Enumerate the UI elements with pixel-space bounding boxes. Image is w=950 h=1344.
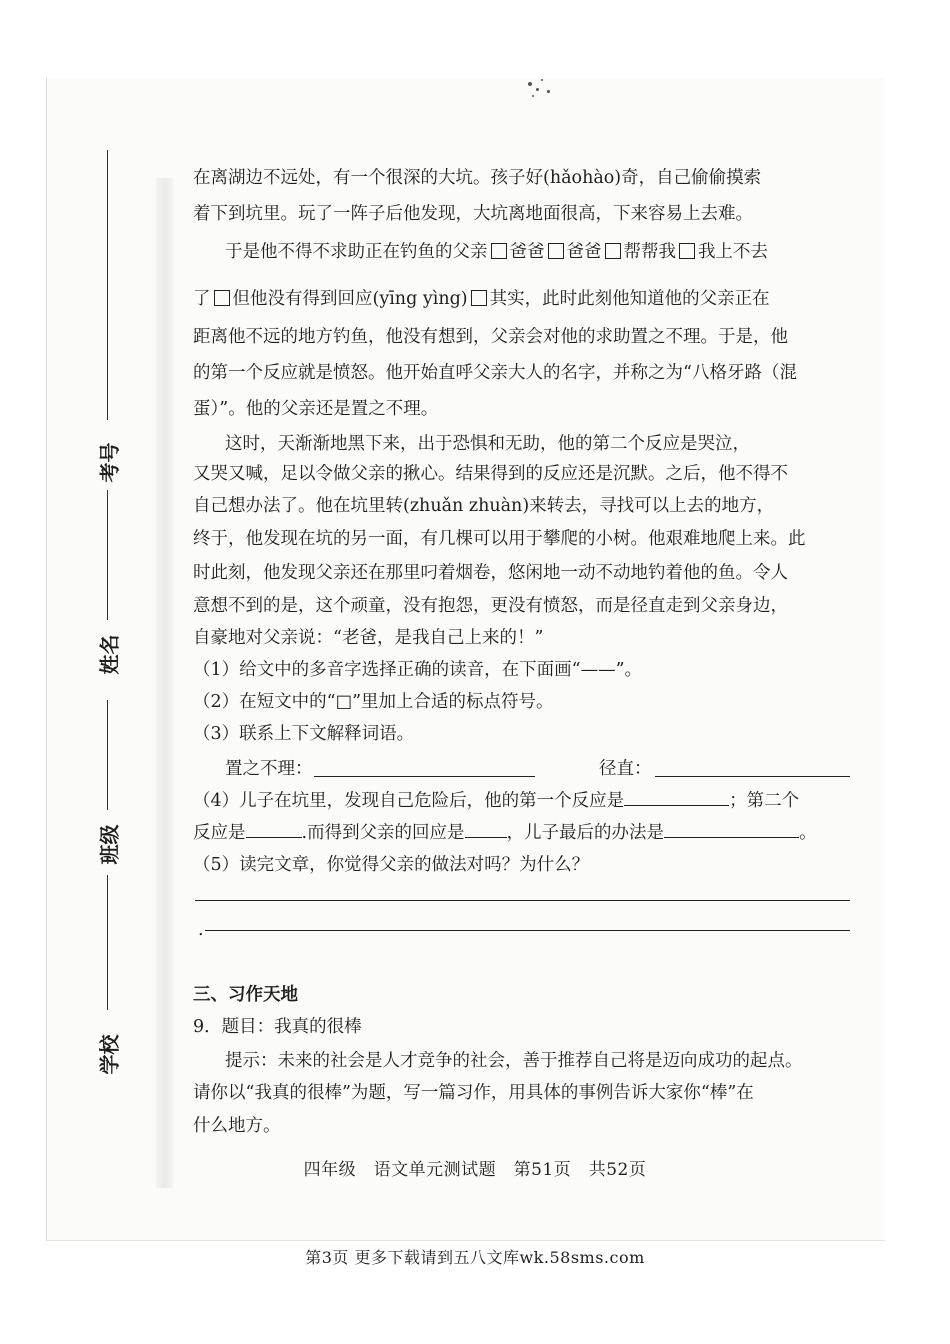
question-text: ，儿子最后的办法是 (506, 823, 665, 843)
question-3-term-2: 径直： (599, 759, 652, 779)
passage-text: 爸爸 (509, 242, 545, 262)
passage-line: 距离他不远的地方钓鱼，他没有想到，父亲会对他的求助置之不理。于是，他 (193, 327, 788, 347)
fill-line (107, 875, 108, 950)
passage-line: 时此刻，他发现父亲还在那里叼着烟卷，悠闲地一动不动地钓着他的鱼。令人 (193, 563, 788, 583)
answer-blank[interactable] (664, 823, 799, 838)
passage-line: 终于，他发现在坑的另一面，有几棵可以用于攀爬的小树。他艰难地爬上来。此 (193, 529, 806, 549)
side-field-class (88, 700, 128, 950)
composition-topic: 9．题目：我真的很棒 (193, 1017, 362, 1037)
answer-line[interactable] (314, 776, 535, 777)
passage-text: 爸爸 (566, 242, 602, 262)
name-label: 姓名 (97, 634, 122, 675)
scan-speck (547, 90, 550, 93)
question-2: （2）在短文中的“□”里加上合适的标点符号。 (193, 692, 554, 712)
answer-line[interactable] (205, 930, 850, 931)
passage-line: 在离湖边不远处，有一个很深的大坑。孩子好(hǎohào)奇，自己偷偷摸索 (193, 168, 762, 188)
question-text: 。 (799, 823, 817, 843)
answer-line[interactable] (195, 900, 850, 901)
question-3-term-1: 置之不理： (225, 759, 313, 779)
class-label: 班级 (97, 824, 122, 865)
page-footer: 四年级 语文单元测试题 第51页 共52页 (303, 1160, 647, 1180)
section-title: 三、习作天地 (193, 985, 298, 1005)
question-4 (193, 789, 799, 813)
passage-line (193, 287, 770, 311)
passage-text: 其实，此时此刻他知道他的父亲正在 (489, 289, 770, 309)
question-text: .而得到父亲的回应是 (301, 823, 465, 843)
passage-text: 但他没有得到回应(yīng yìng) (232, 289, 468, 309)
punctuation-box[interactable] (214, 290, 230, 306)
side-field-school (88, 950, 128, 1080)
question-text: 反应是 (193, 823, 246, 843)
fill-line (107, 490, 108, 620)
question-4-cont (193, 821, 817, 845)
passage-text: 于是他不得不求助正在钓鱼的父亲 (225, 242, 488, 262)
composition-hint: 请你以“我真的很棒”为题，写一篇习作，用具体的事例告诉大家你“棒”在 (193, 1083, 754, 1103)
passage-line: 意想不到的是，这个顽童，没有抱怨，更没有愤怒，而是径直走到父亲身边， (193, 596, 788, 616)
question-5: （5）读完文章，你觉得父亲的做法对吗？为什么？ (193, 855, 590, 875)
answer-blank[interactable] (465, 823, 507, 838)
answer-blank[interactable] (246, 823, 302, 838)
passage-text: 我上不去 (698, 242, 768, 262)
passage-line: 又哭又喊，足以令做父亲的揪心。结果得到的反应还是沉默。之后，他不得不 (193, 464, 788, 484)
side-field-name (88, 490, 128, 700)
passage-line: 着下到坑里。玩了一阵子后他发现，大坑离地面很高，下来容易上去难。 (193, 204, 753, 224)
scan-shadow (156, 178, 174, 1188)
fill-line (107, 950, 108, 1010)
side-field-exam-number (88, 150, 128, 483)
passage-line: 蛋）”。他的父亲还是置之不理。 (193, 399, 439, 419)
answer-line[interactable] (655, 776, 850, 777)
download-footer: 第3页 更多下载请到五八文库wk.58sms.com (305, 1248, 645, 1267)
scan-speck (541, 79, 543, 81)
question-3: （3）联系上下文解释词语。 (193, 724, 415, 744)
question-1: （1）给文中的多音字选择正确的读音，在下面画“——”。 (193, 660, 643, 680)
punctuation-box[interactable] (679, 243, 695, 259)
punctuation-box[interactable] (605, 243, 621, 259)
fill-line (107, 150, 108, 420)
answer-line-dot: . (198, 920, 204, 940)
passage-text: 了 (193, 289, 211, 309)
exam-number-label: 考号 (97, 442, 122, 483)
question-text: （4）儿子在坑里，发现自己危险后，他的第一个反应是 (193, 791, 625, 811)
composition-hint: 提示：未来的社会是人才竞争的社会，善于推荐自己将是迈向成功的起点。 (225, 1051, 803, 1071)
composition-hint: 什么地方。 (193, 1116, 281, 1136)
scan-speck (536, 88, 539, 91)
passage-line (225, 240, 768, 264)
answer-blank[interactable] (624, 791, 729, 806)
scan-speck (532, 95, 534, 97)
passage-line: 这时，天渐渐地黑下来，出于恐惧和无助，他的第二个反应是哭泣， (225, 434, 750, 454)
fill-line (107, 700, 108, 810)
question-text: ；第二个 (729, 791, 800, 811)
passage-line: 自豪地对父亲说：“老爸，是我自己上来的！” (193, 628, 544, 648)
passage-line: 自己想办法了。他在坑里转(zhuǎn zhuàn)来转去，寻找可以上去的地方， (193, 496, 775, 516)
punctuation-box[interactable] (491, 243, 507, 259)
scan-speck (528, 82, 532, 86)
punctuation-box[interactable] (548, 243, 564, 259)
passage-text: 帮帮我 (623, 242, 676, 262)
passage-line: 的第一个反应就是愤怒。他开始直呼父亲大人的名字，并称之为“八格牙路（混 (193, 363, 797, 383)
punctuation-box[interactable] (471, 290, 487, 306)
school-label: 学校 (97, 1034, 122, 1075)
